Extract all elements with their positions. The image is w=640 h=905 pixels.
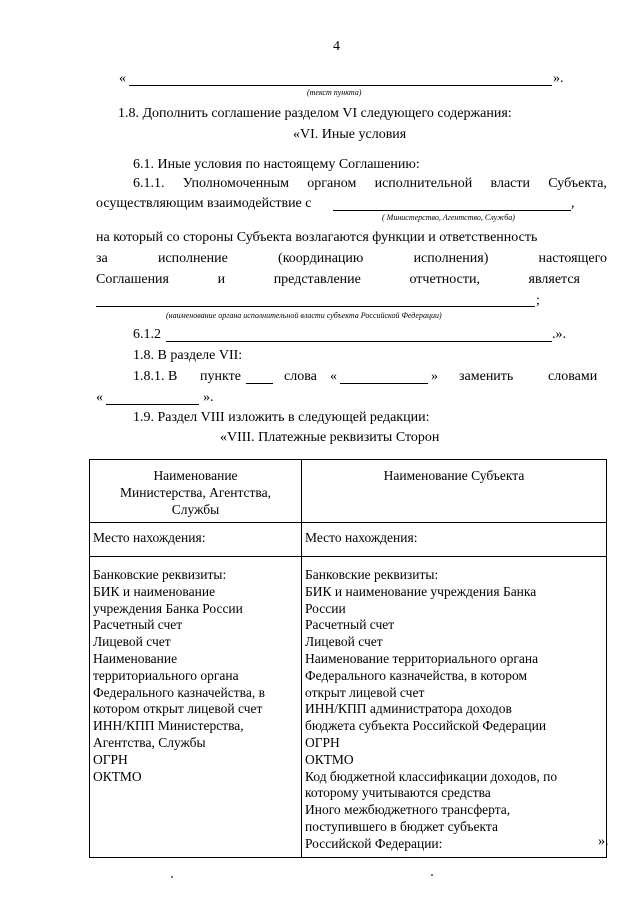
bank-ministry-line: ОГРН bbox=[93, 751, 128, 767]
header-ministry bbox=[90, 460, 302, 523]
bank-ministry-line: Банковские реквизиты: bbox=[93, 567, 227, 582]
word: Субъекта, bbox=[548, 176, 607, 191]
bank-ministry-line: Лицевой счет bbox=[93, 634, 171, 650]
table-header-row bbox=[90, 460, 607, 523]
paragraph-6-1-2: 6.1.2 bbox=[133, 327, 161, 342]
paragraph-6-1: 6.1. Иные условия по настоящему Соглашению: bbox=[133, 157, 420, 172]
item-6-1-2-blank bbox=[166, 341, 552, 342]
paragraph-6-1-1-line4 bbox=[96, 250, 607, 267]
bank-ministry-line: Наименование bbox=[93, 650, 178, 666]
header-subject-line: Наименование Субъекта bbox=[383, 468, 525, 483]
punkt-number-blank bbox=[246, 383, 273, 384]
paragraph-6-1-1-line5 bbox=[96, 271, 580, 288]
word: власти bbox=[490, 176, 530, 191]
semicolon: ; bbox=[536, 293, 540, 308]
organ-blank bbox=[96, 306, 535, 307]
table-row-bank bbox=[90, 557, 607, 858]
p181-b: пункте bbox=[200, 369, 241, 384]
bank-ministry-line: ОКТМО bbox=[93, 768, 142, 784]
header-subject bbox=[302, 460, 607, 523]
p181-e: » bbox=[431, 369, 438, 384]
p181-f: заменить bbox=[459, 369, 514, 384]
paragraph-1-8-add: 1.8. Дополнить соглашение разделом VI следующего содержания: bbox=[118, 106, 512, 121]
table-row-location bbox=[90, 523, 607, 557]
open-quote: « bbox=[119, 71, 126, 86]
bank-subject-line: поступившего в бюджет субъекта bbox=[305, 818, 498, 834]
ministry-blank bbox=[333, 210, 571, 211]
word: представление bbox=[273, 272, 361, 287]
bank-subject-line: ИНН/КПП администратора доходов bbox=[305, 701, 512, 717]
text-punkta-blank bbox=[129, 85, 552, 86]
page-number: 4 bbox=[333, 39, 340, 54]
header-ministry-line: Службы bbox=[171, 501, 220, 517]
bank-subject-line: Расчетный счет bbox=[305, 617, 395, 633]
p181-a: 1.8.1. В bbox=[133, 369, 178, 384]
location-subject: Место нахождения: bbox=[302, 523, 607, 557]
word: (координацию bbox=[278, 251, 364, 266]
bank-subject-line: Наименование территориального органа bbox=[305, 650, 539, 666]
bank-subject-line: Иного межбюджетного трансферта, bbox=[305, 802, 511, 818]
word: исполнения) bbox=[413, 251, 489, 266]
bank-subject-line: открыт лицевой счет bbox=[305, 684, 425, 700]
bank-subject-line: которому учитываются средства bbox=[305, 785, 491, 801]
location-ministry: Место нахождения: bbox=[90, 523, 302, 557]
bank-subject-line: ОКТМО bbox=[305, 751, 354, 767]
bank-subject-line: Федерального казначейства, в котором bbox=[305, 667, 528, 683]
paragraph-1-9: 1.9. Раздел VIII изложить в следующей редакции: bbox=[133, 410, 430, 425]
header-ministry-line: Наименование bbox=[153, 468, 238, 483]
word: Уполномоченным bbox=[182, 176, 289, 191]
section-viii-title: «VIII. Платежные реквизиты Сторон bbox=[220, 430, 440, 445]
p181-h: « bbox=[96, 390, 103, 405]
bank-subject-line: Код бюджетной классификации доходов, по bbox=[305, 768, 558, 784]
bank-ministry-line: котором открыт лицевой счет bbox=[93, 701, 263, 717]
item-6-1-2-end: .». bbox=[552, 327, 566, 342]
bank-ministry-line: учреждения Банка России bbox=[93, 600, 243, 616]
paragraph-6-1-1-line3: на который со стороны Субъекта возлагаются функции и ответственность bbox=[96, 230, 538, 245]
word: исполнение bbox=[157, 251, 228, 266]
bank-ministry-line: территориального органа bbox=[93, 667, 239, 683]
p181-i: ». bbox=[203, 390, 214, 405]
bank-subject bbox=[302, 557, 607, 858]
close-quote: ». bbox=[553, 71, 564, 86]
bank-ministry bbox=[90, 557, 302, 858]
scan-speck bbox=[431, 874, 433, 876]
bank-ministry-line: Агентства, Службы bbox=[93, 734, 206, 750]
payment-requisites-table bbox=[89, 459, 607, 858]
word: и bbox=[217, 272, 226, 287]
scan-speck bbox=[171, 876, 173, 878]
word: органом bbox=[307, 176, 357, 191]
caption-organ: (наименование органа исполнительной власти субъекта Российской Федерации) bbox=[166, 311, 442, 320]
header-ministry-line: Министерства, Агентства, bbox=[120, 484, 271, 500]
table-close-quote: ». bbox=[598, 834, 609, 849]
bank-ministry-line: БИК и наименование bbox=[93, 583, 216, 599]
word: отчетности, bbox=[409, 272, 480, 287]
caption-ministry: ( Министерство, Агентство, Служба) bbox=[382, 213, 515, 222]
bank-subject-line: БИК и наименование учреждения Банка bbox=[305, 583, 537, 599]
bank-subject-line: России bbox=[305, 600, 346, 616]
paragraph-6-1-1-line1 bbox=[133, 175, 607, 192]
comma: , bbox=[571, 196, 575, 211]
word: является bbox=[528, 272, 580, 287]
new-words-blank bbox=[106, 404, 199, 405]
bank-subject-line: ОГРН bbox=[305, 734, 340, 750]
word: за bbox=[96, 251, 108, 266]
word: настоящего bbox=[538, 251, 607, 266]
bank-subject-line: Российской Федерации: bbox=[305, 835, 443, 851]
caption-text-punkta: (текст пункта) bbox=[307, 88, 362, 97]
word: Соглашения bbox=[96, 272, 169, 287]
old-words-blank bbox=[340, 383, 428, 384]
bank-subject-line: бюджета субъекта Российской Федерации bbox=[305, 718, 547, 734]
p181-g: словами bbox=[548, 369, 598, 384]
p181-c: слова bbox=[284, 369, 317, 384]
bank-ministry-line: Расчетный счет bbox=[93, 617, 183, 633]
paragraph-1-8-vii: 1.8. В разделе VII: bbox=[133, 348, 243, 363]
bank-subject-line: Банковские реквизиты: bbox=[305, 567, 439, 582]
bank-ministry-line: Федерального казначейства, в bbox=[93, 684, 265, 700]
word: 6.1.1. bbox=[133, 176, 165, 191]
bank-subject-line: Лицевой счет bbox=[305, 634, 383, 650]
word: исполнительной bbox=[374, 176, 473, 191]
bank-ministry-line: ИНН/КПП Министерства, bbox=[93, 718, 244, 734]
p181-d: « bbox=[330, 369, 337, 384]
paragraph-6-1-1-line2: осуществляющим взаимодействие с bbox=[96, 196, 312, 211]
section-vi-title: «VI. Иные условия bbox=[293, 127, 407, 142]
